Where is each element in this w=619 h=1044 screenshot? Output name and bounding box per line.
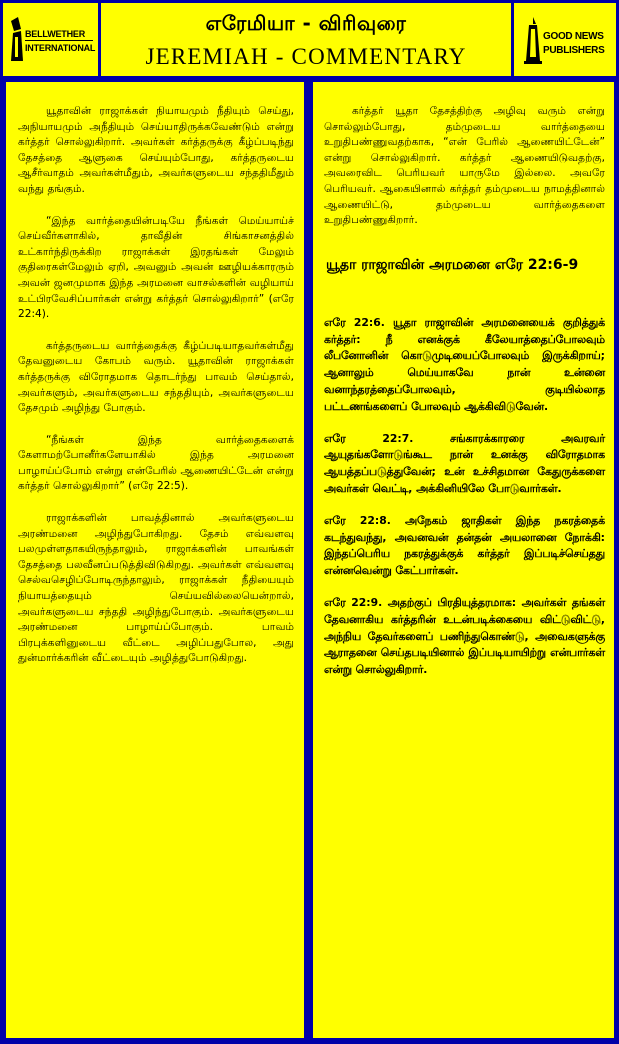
good-news-logo-text-2: PUBLISHERS [543,45,605,56]
verse-22-9: எரே 22:9. அதற்குப் பிரதியுத்தரமாக: அவர்கள் தங்கள் தேவனாகிய கர்த்தரின் உடன்படிக்கையை விட்டுவிட்டு, அந்நிய தேவர்களைப் பணிந்துகொண்டு, அவைகளுக்கு ஆராதனை செய்தபடியினால் இப்படியாயிற்று என்பார்கள் என்று சொல்லுகிறார். [324,595,605,677]
bellwether-logo-text-1: BELLWETHER [25,29,85,39]
good-news-logo [524,17,612,65]
good-news-logo-text-1: GOOD NEWS [543,31,604,42]
title-tamil: எரேமியா - விரிவுரை [205,11,407,35]
bellwether-logo [9,17,94,65]
section-heading: யூதா ராஜாவின் அரமனை எரே 22:6-9 [326,256,579,273]
left-paragraph-5: ராஜாக்களின் பாவத்தினால் அவர்களுடைய அரண்மனை அழிந்துபோகிறது. தேசம் எவ்வளவு பலமுள்ளதாகயிருந்தாலும், ராஜாக்களின் பாவங்கள் தேசத்தை பலவீனப்படுத்திவிடுகிறது. அவர்கள் எவ்வளவு செல்வசெழிப்போடிருந்தாலும், ராஜாக்கள் நீதியையும் நியாயத்தையும் செய்யவில்லையென்றால், அவர்களுடைய சந்ததி அழிந்துபோகும். அவர்களுடைய அரண்மனை பாழாய்ப்போகும். பாவம் பிரபுக்களினுடைய வீட்டை அழிப்பதுபோல, அது துன்மார்க்கரின் வீட்டையும் அழித்துபோடுகிறது. [18,512,294,665]
left-column [6,82,304,1038]
verse-22-6: எரே 22:6. யூதா ராஜாவின் அரமனையைக் குறித்துக் கர்த்தர்: நீ எனக்குக் கீலேயாத்தைப்போலவும் லீபனோனின் கொடுமுடியைப்போலவும் இருக்கிறாய்; ஆனாலும் மெய்யாகவே நான் உன்னை வனாந்தரத்தைப்போலவும், குடியில்லாத பட்டணங்களைப் போலவும் ஆக்கிவிடுவேன். [324,315,605,413]
verse-22-7: எரே 22:7. சங்காரக்காரரை அவரவர் ஆயுதங்களோடுங்கூட நான் உனக்கு விரோதமாக ஆயத்தப்படுத்துவேன்; உன் உச்சிதமான கேதுருக்களை அவர்கள் வெட்டி, அக்கினியிலே போடுவார்கள். [324,431,605,495]
bellwether-logo-rule [25,40,93,41]
left-paragraph-3: கர்த்தருடைய வார்த்தைக்கு கீழ்ப்படியாதவர்கள்மீது தேவனுடைய கோபம் வரும். யூதாவின் ராஜாக்கள் கர்த்தருக்கு விரோதமாக தொடர்ந்து பாவம் செய்தால், அவர்களும், அவர்களுடைய சந்ததியும், அவர்களுடைய தேசமும் அழிந்து போகும். [18,339,294,415]
bellwether-logo-text-2: INTERNATIONAL [25,43,96,53]
right-column [313,82,614,1038]
left-paragraph-4: “நீங்கள் இந்த வார்த்தைகளைக் கேளாமற்போனீர்களேயாகில் இந்த அரமனை பாழாய்ப்போம் என்று என்பேரில் ஆணையிட்டேன் என்று கர்த்தர் சொல்லுகிறார்” (எரே 22:5). [18,433,294,493]
left-paragraph-2: “இந்த வார்த்தையின்படியே நீங்கள் மெய்யாய்ச் செய்வீர்களாகில், தாவீதின் சிங்காசனத்தில் உட்கார்ந்திருக்கிற ராஜாக்கள் இரதங்கள் மேலும் குதிரைகள்மேலும் ஏறி, அவனும் அவன் ஊழியக்காரரும் அவன் ஜனமுமாக இந்த அரமனை வாசல்களின் வழியாய் உட்பிரவேசிப்பார்கள் என்று கர்த்தர் சொல்லுகிறார்” (எரே 22:4). [18,214,294,321]
header-title-panel [101,3,511,76]
good-news-mark-icon [524,17,542,65]
title-english: JEREMIAH - COMMENTARY [145,44,467,69]
bellwether-mark-icon [9,17,25,63]
header-right-panel [514,3,616,76]
left-paragraph-1: யூதாவின் ராஜாக்கள் நியாயமும் நீதியும் செய்து, அநியாயமும் அநீதியும் செய்யாதிருக்கவேண்டும் என்று கர்த்தர் சொல்லுகிறார். அவர்கள் கர்த்தருக்கு கீழ்ப்படிந்து தேசத்தை ஆளுகை செய்யும்போது, கர்த்தருடைய ஆசீர்வாதம் அவர்கள்மீதும், அவர்களுடைய சந்ததிமீதும் வந்து தங்கும். [18,105,294,195]
right-intro-paragraph: கர்த்தர் யூதா தேசத்திற்கு அழிவு வரும் என்று சொல்லும்போது, தம்முடைய வார்த்தையை உறுதிபண்ணுவதற்காக, “என் பேரில் ஆணையிட்டேன்” என்று சொல்லுகிறார். கர்த்தர் ஆணையிடுவதற்கு, அவரைவிட பெரியவர் யாருமே இல்லை. அவரே பெரியவர். ஆகையினால் கர்த்தர் தம்முடைய நாமத்தினால் ஆணையிட்டு, தம்முடைய வார்த்தைகளை உறுதிபண்ணுகிறார். [324,105,605,227]
header-left-panel [3,3,98,76]
verse-22-8: எரே 22:8. அநேகம் ஜாதிகள் இந்த நகரத்தைக் கடந்துவந்து, அவனவன் தன்தன் அயலானை நோக்கி: இந்தப்பெரிய நகரத்துக்குக் கர்த்தர் இப்படிச்செய்தது என்னவென்று கேட்பார்கள். [324,513,605,578]
